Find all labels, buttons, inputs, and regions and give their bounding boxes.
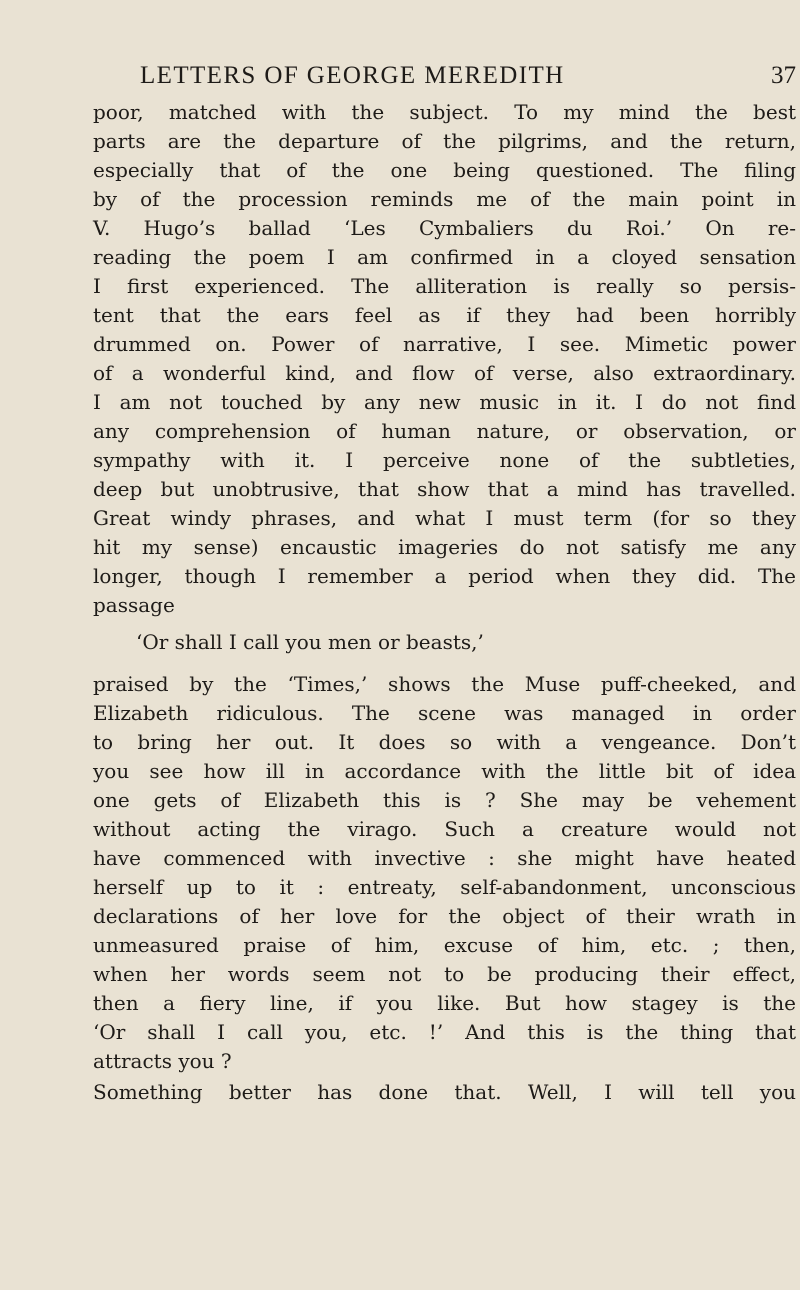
text-line: when her words seem not to be producing their effect,	[93, 962, 796, 986]
text-line: drummed on. Power of narrative, I see. Mimetic power	[93, 332, 796, 356]
text-line: passage	[93, 593, 175, 617]
page-number: 37	[771, 62, 796, 89]
text-line: you see how ill in accordance with the little bit of idea	[93, 759, 796, 783]
text-line: deep but unobtrusive, that show that a mind has travelled.	[93, 477, 796, 501]
text-line: declarations of her love for the object of their wrath in	[93, 904, 796, 928]
text-line: Something better has done that. Well, I will tell you	[93, 1080, 796, 1104]
letter-text	[93, 98, 796, 1107]
text-line: longer, though I remember a period when they did. The	[93, 564, 796, 588]
text-line: V. Hugo’s ballad ‘Les Cymbaliers du Roi.’ On re-	[93, 216, 796, 240]
text-line: especially that of the one being questioned. The filing	[93, 158, 796, 182]
text-line: attracts you ?	[93, 1049, 232, 1073]
text-line: have commenced with invective : she might have heated	[93, 846, 796, 870]
text-line: then a fiery line, if you like. But how stagey is the	[93, 991, 796, 1015]
text-line: praised by the ‘Times,’ shows the Muse puff-cheeked, and	[93, 672, 796, 696]
running-title: LETTERS OF GEORGE MEREDITH	[140, 62, 565, 89]
text-line: Great windy phrases, and what I must term (for so they	[93, 506, 796, 530]
block-quote: ‘Or shall I call you men or beasts,’	[136, 630, 484, 654]
text-line: I am not touched by any new music in it. I do not find	[93, 390, 796, 414]
text-line: sympathy with it. I perceive none of the subtleties,	[93, 448, 796, 472]
text-line: reading the poem I am confirmed in a cloyed sensation	[93, 245, 796, 269]
text-line: tent that the ears feel as if they had been horribly	[93, 303, 796, 327]
page-header	[93, 60, 796, 92]
text-line: without acting the virago. Such a creature would not	[93, 817, 796, 841]
text-line: by of the procession reminds me of the main point in	[93, 187, 796, 211]
text-line: Elizabeth ridiculous. The scene was managed in order	[93, 701, 796, 725]
text-line: any comprehension of human nature, or observation, or	[93, 419, 796, 443]
text-line: ‘Or shall I call you, etc. !’ And this is the thing that	[93, 1020, 796, 1044]
text-line: I first experienced. The alliteration is really so persis-	[93, 274, 796, 298]
text-line: hit my sense) encaustic imageries do not satisfy me any	[93, 535, 796, 559]
text-line: parts are the departure of the pilgrims, and the return,	[93, 129, 796, 153]
text-line: herself up to it : entreaty, self-abandonment, unconscious	[93, 875, 796, 899]
text-line: one gets of Elizabeth this is ? She may be vehement	[93, 788, 796, 812]
text-line: poor, matched with the subject. To my mind the best	[93, 100, 796, 124]
text-line: unmeasured praise of him, excuse of him, etc. ; then,	[93, 933, 796, 957]
text-line: to bring her out. It does so with a vengeance. Don’t	[93, 730, 796, 754]
text-line: of a wonderful kind, and flow of verse, also extraordinary.	[93, 361, 796, 385]
